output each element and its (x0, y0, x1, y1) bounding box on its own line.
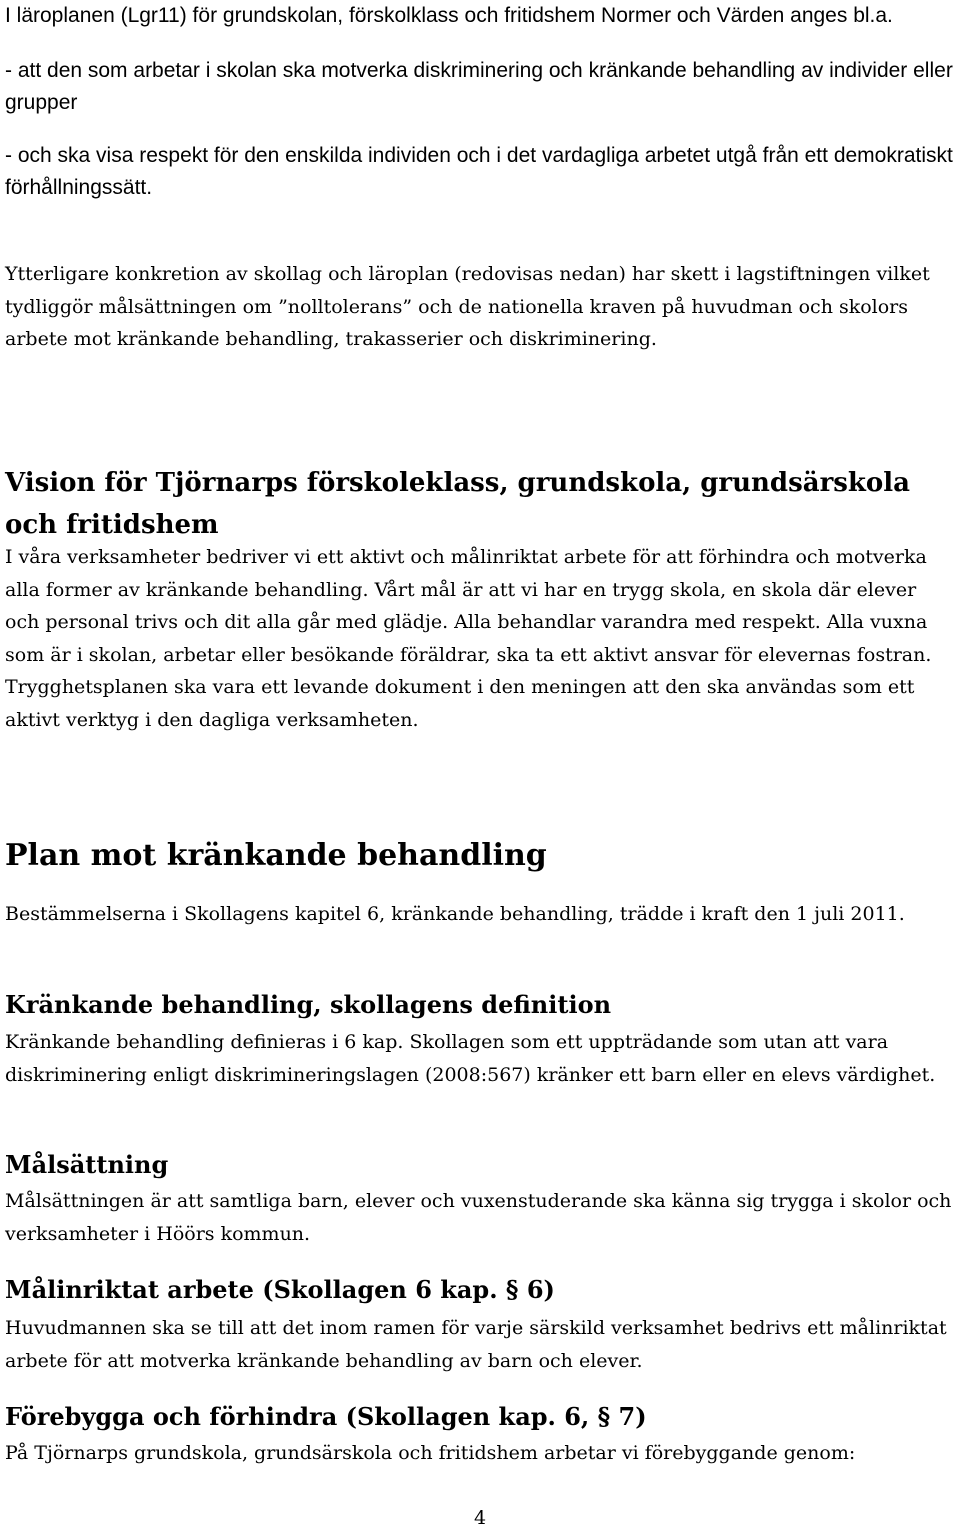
document-page (5, 0, 955, 1529)
malinriktat-heading: Målinriktat arbete (Skollagen 6 kap. § 6) (5, 1275, 555, 1304)
forebygga-paragraph: På Tjörnarps grundskola, grundsärskola och fritidshem arbetar vi förebyggande genom: (5, 1442, 856, 1464)
malinriktat-paragraph: Huvudmannen ska se till att det inom ramen för varje särskild verksamhet bedrivs ett målinriktat arbete för att motverka kränkande behandling av barn och elever. (5, 1317, 947, 1372)
definition-paragraph: Kränkande behandling definieras i 6 kap. Skollagen som ett uppträdande som utan att vara diskriminering enligt diskrimineringslagen (2008:567) kränker ett barn eller en elevs värdighet. (5, 1031, 936, 1086)
vision-heading: Vision för Tjörnarps förskoleklass, grundskola, grundsärskola och fritidshem (5, 468, 910, 540)
malsattning-heading: Målsättning (5, 1150, 169, 1179)
intro-paragraph: I läroplanen (Lgr11) för grundskolan, förskolklass och fritidshem Normer och Värden anges bl.a. (5, 4, 893, 27)
intro-bullet-2: - och ska visa respekt för den enskilda individen och i det vardagliga arbetet utgå från ett demokratiskt förhållningssätt. (5, 144, 953, 199)
forebygga-heading: Förebygga och förhindra (Skollagen kap. 6, § 7) (5, 1402, 647, 1431)
intro-bullet-1: - att den som arbetar i skolan ska motverka diskriminering och kränkande behandling av individer eller grupper (5, 59, 953, 114)
page-number: 4 (473, 1507, 487, 1529)
plan-heading: Plan mot kränkande behandling (5, 838, 547, 873)
plan-paragraph: Bestämmelserna i Skollagens kapitel 6, kränkande behandling, trädde i kraft den 1 juli 2011. (5, 903, 905, 925)
ytterligare-paragraph: Ytterligare konkretion av skollag och läroplan (redovisas nedan) har skett i lagstiftningen vilket tydliggör målsättningen om ”nolltolerans” och de nationella kraven på huvudman och skolors arbete mot kränkande behandling, trakasserier och diskriminering. (5, 263, 930, 350)
intro-section (5, 0, 955, 204)
malsattning-paragraph: Målsättningen är att samtliga barn, elever och vuxenstuderande ska känna sig trygga i skolor och verksamheter i Höörs kommun. (5, 1190, 952, 1245)
vision-paragraph: I våra verksamheter bedriver vi ett aktivt och målinriktat arbete för att förhindra och motverka alla former av kränkande behandling. Vårt mål är att vi har en trygg skola, en skola där elever och personal trivs och dit alla går med glädje. Alla behandlar varandra med respekt. Alla vuxna som är i skolan, arbetar eller besökande föräldrar, ska ta ett aktivt ansvar för elevernas fostran. Trygghetsplanen ska vara ett levande dokument i den meningen att den ska användas som ett aktivt verktyg i den dagliga verksamheten. (5, 546, 932, 731)
definition-heading: Kränkande behandling, skollagens definition (5, 990, 612, 1019)
